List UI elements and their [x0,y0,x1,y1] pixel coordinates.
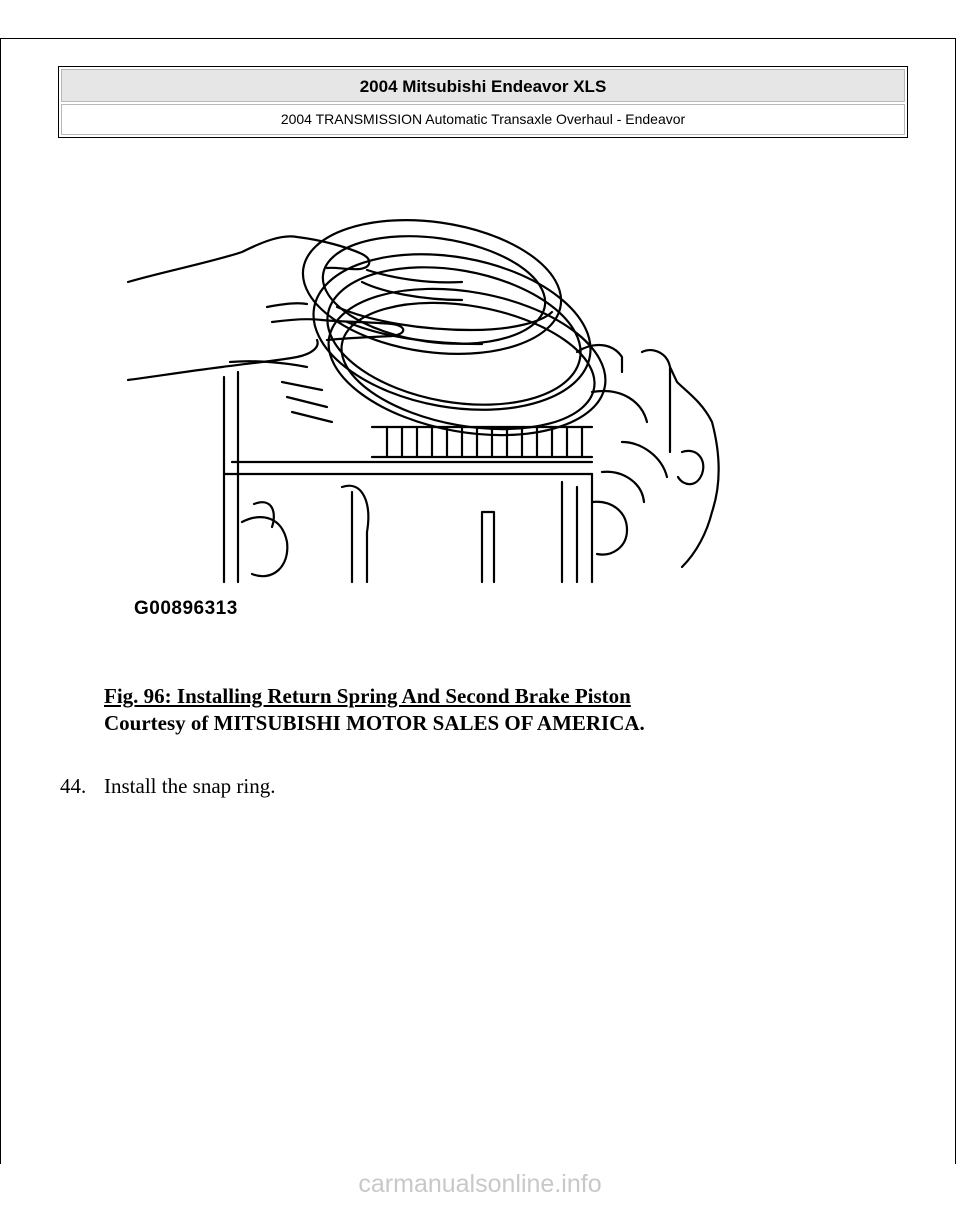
document-subtitle: 2004 TRANSMISSION Automatic Transaxle Overhaul - Endeavor [61,104,905,135]
step-text: Install the snap ring. [104,774,276,798]
figure-caption [104,683,645,737]
document-title: 2004 Mitsubishi Endeavor XLS [61,69,905,102]
step-number: 44. [60,774,87,798]
site-watermark: carmanualsonline.info [358,1170,602,1198]
figure-id-label: G00896313 [134,598,238,619]
document-header [58,66,908,138]
figure-caption-link[interactable]: Fig. 96: Installing Return Spring And Second Brake Piston [104,684,631,708]
transmission-illustration [122,212,732,632]
figure-courtesy: Courtesy of MITSUBISHI MOTOR SALES OF AMERICA. [104,711,645,735]
procedure-step [60,773,275,800]
